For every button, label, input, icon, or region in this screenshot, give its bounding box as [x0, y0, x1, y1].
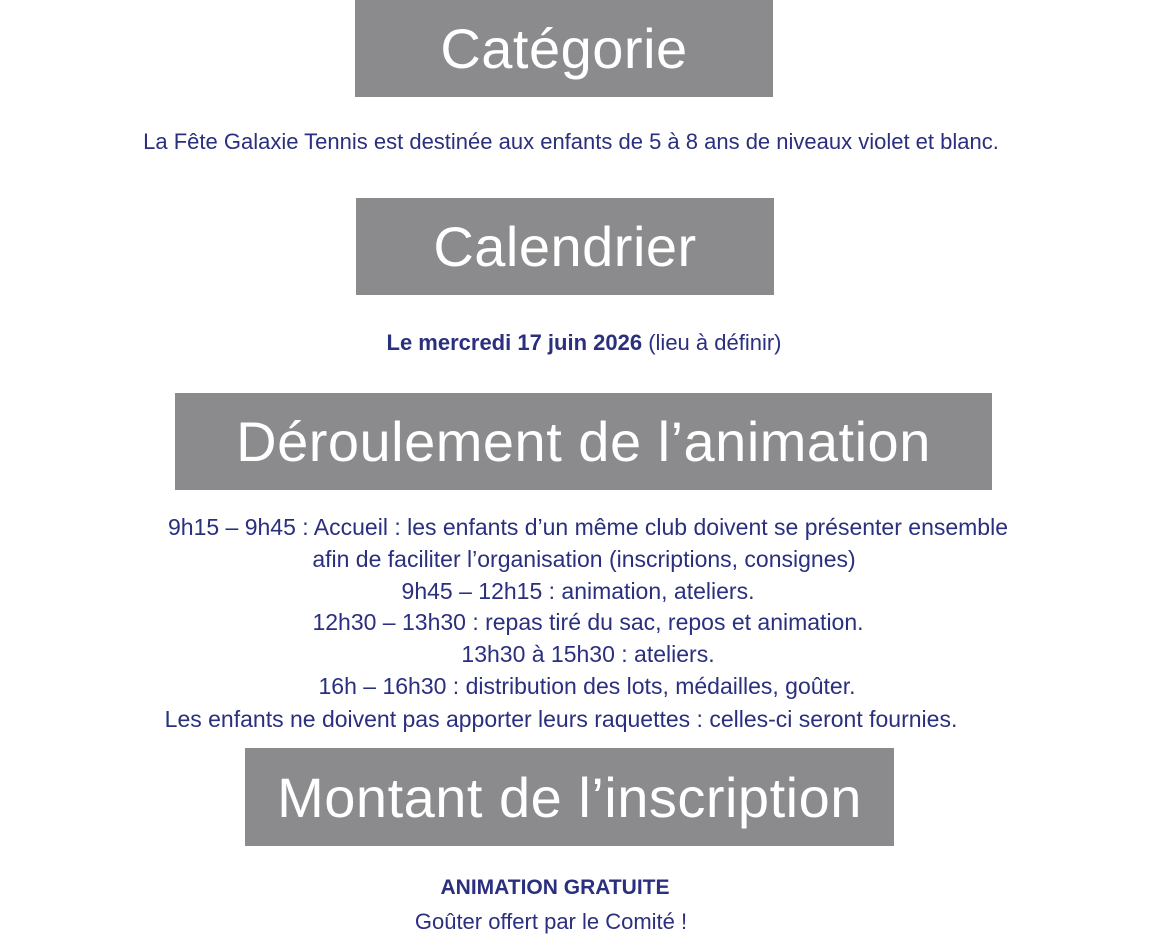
schedule-line-accueil: 9h15 – 9h45 : Accueil : les enfants d’un même club doivent se présenter ensemble [167, 514, 1009, 540]
schedule-line-animation: 9h45 – 12h15 : animation, ateliers. [401, 578, 755, 604]
calendrier-heading: Calendrier [356, 198, 774, 295]
calendrier-location-note: (lieu à définir) [648, 330, 782, 355]
schedule-line-distribution: 16h – 16h30 : distribution des lots, médailles, goûter. [318, 673, 856, 699]
inscription-heading: Montant de l’inscription [245, 748, 894, 846]
calendrier-date: Le mercredi 17 juin 2026 [386, 330, 643, 355]
calendrier-date-line [387, 330, 782, 356]
inscription-price: ANIMATION GRATUITE [440, 876, 670, 899]
schedule-line-raquettes: Les enfants ne doivent pas apporter leurs raquettes : celles-ci seront fournies. [164, 706, 958, 732]
schedule-line-accueil-note: afin de faciliter l’organisation (inscriptions, consignes) [312, 546, 856, 572]
schedule-line-repas: 12h30 – 13h30 : repas tiré du sac, repos et animation. [312, 609, 864, 635]
schedule-line-ateliers: 13h30 à 15h30 : ateliers. [461, 641, 715, 667]
deroulement-heading: Déroulement de l’animation [175, 393, 992, 490]
categorie-heading: Catégorie [355, 0, 773, 97]
inscription-snack-note: Goûter offert par le Comité ! [414, 909, 688, 934]
categorie-text: La Fête Galaxie Tennis est destinée aux enfants de 5 à 8 ans de niveaux violet et blanc. [143, 129, 999, 154]
